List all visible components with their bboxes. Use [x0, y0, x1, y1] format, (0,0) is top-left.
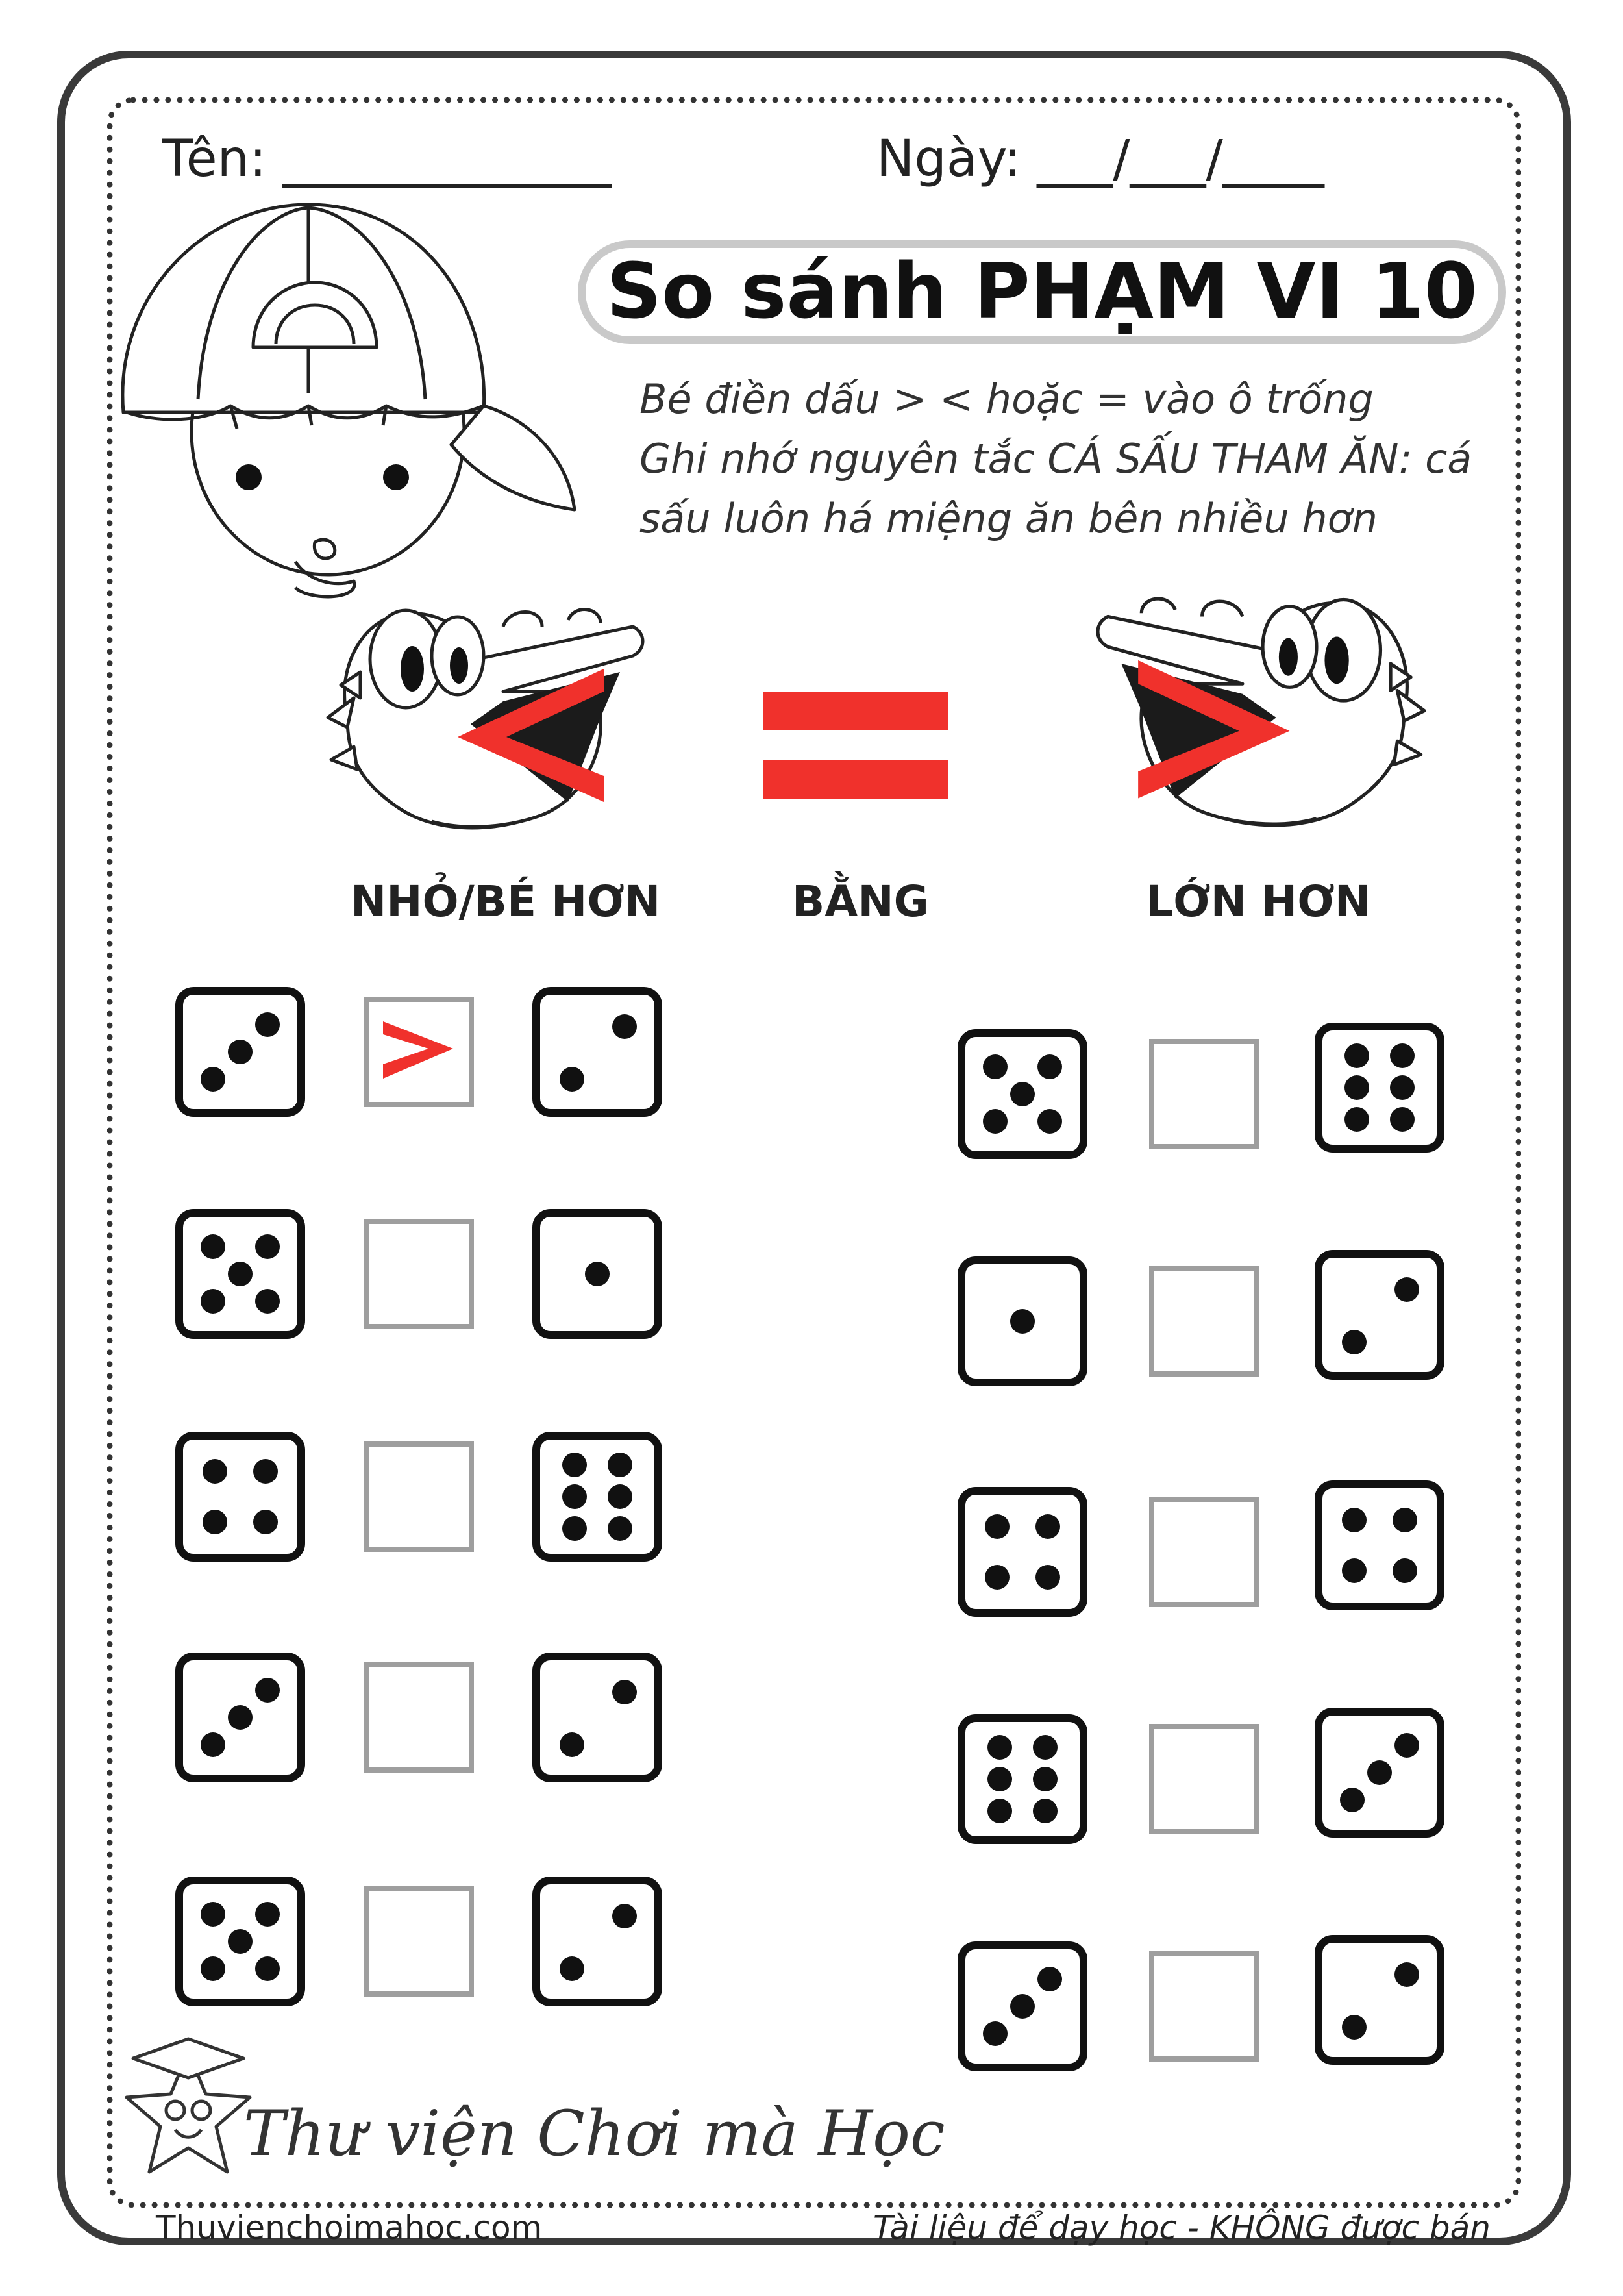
die-pip	[201, 1956, 225, 1981]
name-field[interactable]: Tên: _____________	[162, 130, 612, 188]
die-pip	[228, 1040, 253, 1064]
answer-box[interactable]	[1149, 1266, 1259, 1377]
die-right	[532, 1209, 662, 1339]
die-pip	[1342, 1330, 1367, 1354]
die-pip	[228, 1705, 253, 1730]
instruction-line-3: sấu luôn há miệng ăn bên nhiều hơn	[639, 495, 1378, 542]
die-pip	[1340, 1788, 1365, 1812]
die-pip	[1033, 1767, 1058, 1791]
die-pip	[255, 1678, 280, 1703]
die-pip	[608, 1516, 632, 1541]
die-pip	[1037, 1109, 1062, 1134]
die-right	[532, 1653, 662, 1782]
die-pip	[562, 1516, 587, 1541]
usage-notice: Tài liệu để dạy học - KHÔNG được bán	[873, 2209, 1491, 2247]
die-pip	[255, 1956, 280, 1981]
die-pip	[201, 1234, 225, 1259]
die-pip	[1037, 1054, 1062, 1079]
legend-less-label: NHỎ/BÉ HƠN	[351, 877, 661, 927]
die-pip	[253, 1510, 278, 1534]
die-left	[175, 1877, 305, 2006]
die-pip	[612, 1680, 637, 1704]
die-left	[958, 1029, 1087, 1159]
die-pip	[1393, 1508, 1417, 1532]
die-left	[958, 1256, 1087, 1386]
die-left	[175, 1209, 305, 1339]
answer-box[interactable]	[364, 1886, 474, 1997]
crocodile-less-icon	[308, 588, 659, 860]
legend-equal-label: BẰNG	[792, 877, 929, 927]
die-pip	[987, 1735, 1012, 1760]
die-pip	[562, 1453, 587, 1477]
die-pip	[1344, 1043, 1369, 1068]
die-pip	[1342, 1508, 1367, 1532]
die-pip	[228, 1929, 253, 1954]
answer-box[interactable]	[364, 997, 474, 1107]
die-left	[175, 1432, 305, 1562]
die-left	[958, 1714, 1087, 1844]
die-pip	[255, 1902, 280, 1927]
die-pip	[985, 1565, 1010, 1590]
die-pip	[1342, 1558, 1367, 1583]
die-pip	[608, 1484, 632, 1509]
die-pip	[560, 1956, 584, 1981]
die-right	[1315, 1935, 1444, 2065]
equal-sign-bottom	[763, 760, 948, 799]
die-pip	[1394, 1277, 1419, 1302]
die-pip	[987, 1767, 1012, 1791]
die-left	[958, 1941, 1087, 2071]
die-pip	[1390, 1043, 1415, 1068]
die-pip	[1394, 1962, 1419, 1987]
die-pip	[983, 2021, 1008, 2046]
die-pip	[1010, 1309, 1035, 1334]
die-pip	[1344, 1075, 1369, 1100]
die-right	[1315, 1250, 1444, 1380]
die-pip	[1393, 1558, 1417, 1583]
instruction-line-2: Ghi nhớ nguyên tắc CÁ SẤU THAM ĂN: cá	[639, 435, 1472, 482]
die-pip	[985, 1514, 1010, 1539]
die-pip	[255, 1234, 280, 1259]
die-right	[1315, 1480, 1444, 1610]
website-link[interactable]: Thuvienchoimahoc.com	[156, 2209, 543, 2247]
die-pip	[1035, 1514, 1060, 1539]
die-pip	[1033, 1735, 1058, 1760]
die-pip	[1010, 1994, 1035, 2019]
answer-box[interactable]	[1149, 1951, 1259, 2062]
answer-box[interactable]	[1149, 1724, 1259, 1834]
die-left	[958, 1487, 1087, 1617]
answer-box[interactable]	[364, 1441, 474, 1552]
die-pip	[560, 1732, 584, 1757]
die-right	[532, 1877, 662, 2006]
die-pip	[228, 1262, 253, 1286]
die-right	[1315, 1708, 1444, 1838]
die-pip	[203, 1510, 227, 1534]
cartoon-boy-icon	[114, 198, 607, 601]
die-pip	[1367, 1760, 1392, 1785]
answer-box[interactable]	[1149, 1039, 1259, 1149]
greater-than-sign	[369, 1002, 469, 1102]
die-pip	[1342, 2015, 1367, 2040]
die-pip	[201, 1289, 225, 1314]
die-pip	[612, 1014, 637, 1039]
brand-logo-text: Thư viện Chơi mà Học	[243, 2097, 945, 2170]
die-pip	[1394, 1733, 1419, 1758]
die-pip	[562, 1484, 587, 1509]
die-pip	[1010, 1082, 1035, 1106]
die-right	[1315, 1023, 1444, 1153]
die-pip	[983, 1054, 1008, 1079]
answer-box[interactable]	[364, 1662, 474, 1773]
die-left	[175, 987, 305, 1117]
die-pip	[1037, 1967, 1062, 1991]
die-pip	[1344, 1107, 1369, 1132]
die-pip	[255, 1289, 280, 1314]
die-right	[532, 987, 662, 1117]
answer-box[interactable]	[1149, 1497, 1259, 1607]
die-pip	[987, 1799, 1012, 1823]
die-pip	[201, 1067, 225, 1092]
die-pip	[201, 1732, 225, 1757]
die-pip	[1035, 1565, 1060, 1590]
die-pip	[1390, 1107, 1415, 1132]
die-right	[532, 1432, 662, 1562]
die-pip	[203, 1459, 227, 1484]
die-left	[175, 1653, 305, 1782]
die-pip	[255, 1012, 280, 1037]
die-pip	[608, 1453, 632, 1477]
die-pip	[612, 1904, 637, 1928]
answer-box[interactable]	[364, 1219, 474, 1329]
die-pip	[201, 1902, 225, 1927]
star-mascot-icon	[120, 2032, 256, 2182]
die-pip	[585, 1262, 610, 1286]
die-pip	[1033, 1799, 1058, 1823]
die-pip	[560, 1067, 584, 1092]
date-field[interactable]: Ngày: ___/___/____	[876, 130, 1324, 188]
die-pip	[983, 1109, 1008, 1134]
die-pip	[253, 1459, 278, 1484]
equal-sign-top	[763, 692, 948, 730]
page-title: So sánh PHẠM VI 10	[606, 246, 1478, 336]
die-pip	[1390, 1075, 1415, 1100]
instruction-line-1: Bé điền dấu > < hoặc = vào ô trống	[639, 375, 1374, 423]
legend-greater-label: LỚN HƠN	[1146, 877, 1371, 927]
crocodile-greater-icon	[1081, 575, 1444, 860]
